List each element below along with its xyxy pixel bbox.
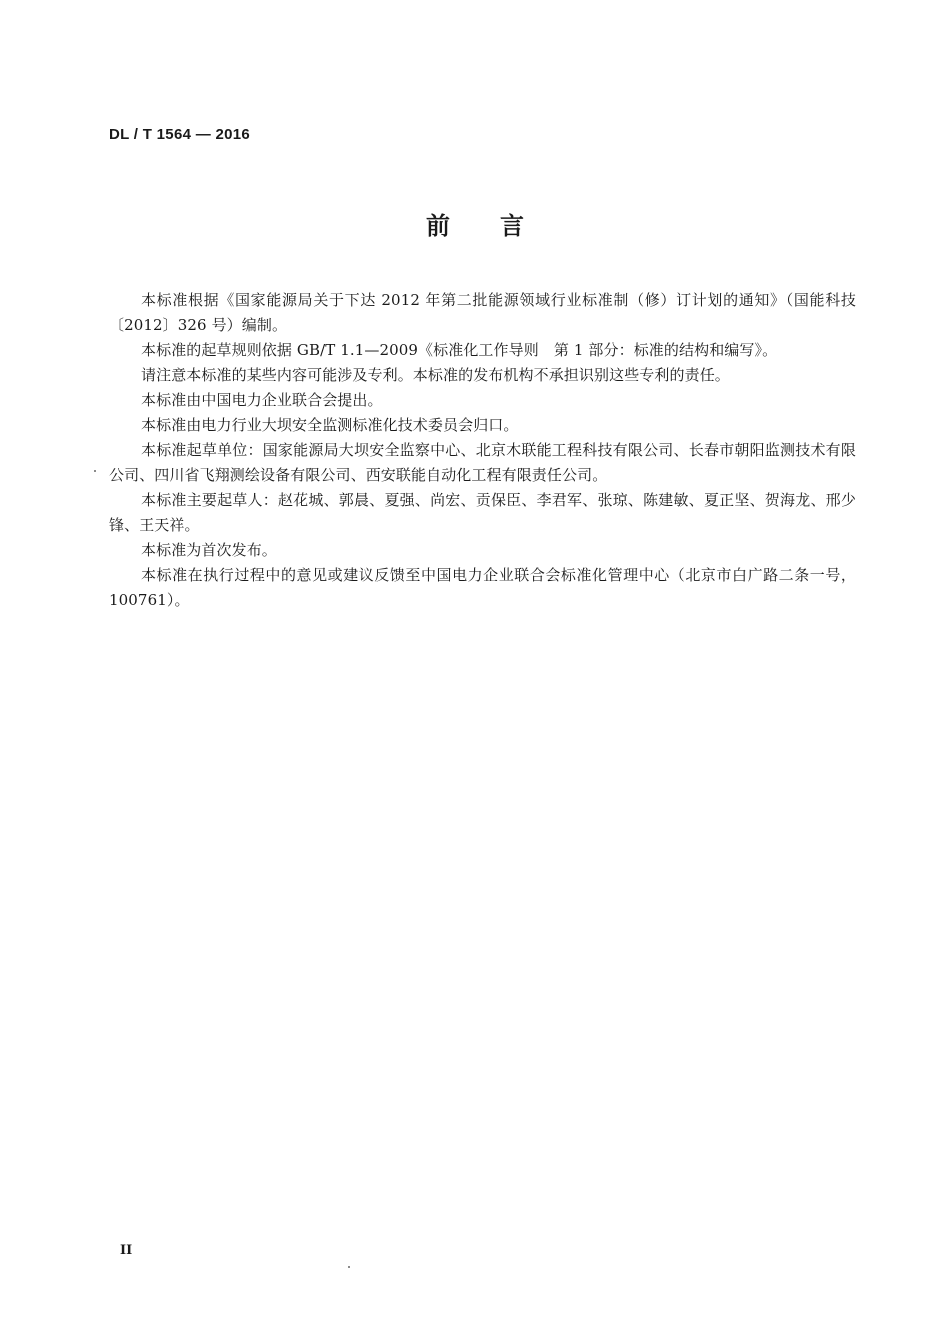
paragraph-plan-basis: 本标准根据《国家能源局关于下达 2012 年第二批能源领域行业标准制（修）订计划的通知》（国能科技〔2012〕326 号）编制。 [109, 291, 856, 334]
paragraph-proposed-by: 本标准由中国电力企业联合会提出。 [141, 391, 383, 409]
page-title: 前言 [426, 212, 574, 240]
paragraph-first-release: 本标准为首次发布。 [141, 541, 277, 559]
paragraph-under-jurisdiction: 本标准由电力行业大坝安全监测标准化技术委员会归口。 [141, 416, 519, 434]
standard-number: DL / T 1564 — 2016 [109, 126, 251, 143]
foreword-body [109, 288, 856, 613]
paragraph-drafters: 本标准主要起草人：赵花城、郭晨、夏强、尚宏、贡保臣、李君军、张琼、陈建敏、夏正坚、贺海龙、邢少锋、王天祥。 [109, 491, 856, 534]
paragraph-drafting-units: 本标准起草单位：国家能源局大坝安全监察中心、北京木联能工程科技有限公司、长春市朝阳监测技术有限公司、四川省飞翔测绘设备有限公司、西安联能自动化工程有限责任公司。 [109, 441, 856, 484]
paragraph-patent-notice: 请注意本标准的某些内容可能涉及专利。本标准的发布机构不承担识别这些专利的责任。 [141, 366, 730, 384]
page-number: II [120, 1243, 133, 1258]
paragraph-drafting-rules: 本标准的起草规则依据 GB/T 1.1—2009《标准化工作导则 第 1 部分：标准的结构和编写》。 [141, 341, 778, 359]
scan-speck [94, 470, 96, 472]
paragraph-feedback: 本标准在执行过程中的意见或建议反馈至中国电力企业联合会标准化管理中心（北京市白广路二条一号，100761）。 [109, 566, 856, 609]
scan-speck [348, 1266, 350, 1268]
